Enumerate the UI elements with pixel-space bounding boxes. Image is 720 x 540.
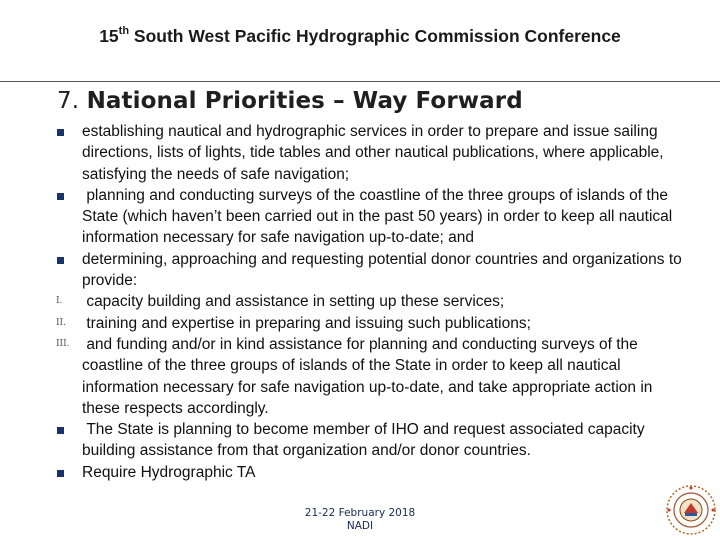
roman-numeral-marker: I. [56, 296, 63, 307]
list-item-text: capacity building and assistance in setting up these services; [82, 293, 505, 311]
slide-title-number: 7. [57, 88, 87, 114]
header-title-suffix: South West Pacific Hydrographic Commission Conference [129, 26, 621, 46]
list-item-text: planning and conducting surveys of the coastline of the three groups of islands of the State (which haven’t been carried out in the past 50 years) in order to keep all nautical information necessary for safe navigation up-to-date; and [82, 186, 677, 247]
list-item-text: The State is planning to become member of IHO and request associated capacity building assistance from that organization and/or donor countries. [82, 421, 649, 460]
list-item [0, 185, 720, 249]
slide-footer [300, 507, 420, 533]
list-item-text: Require Hydrographic TA [82, 463, 256, 481]
roman-numeral-marker: II. [56, 317, 66, 328]
header-title-prefix: 15 [99, 26, 119, 46]
slide-title-text: National Priorities – Way Forward [86, 88, 523, 114]
conference-header [0, 26, 720, 47]
bullet-square-icon [57, 470, 64, 477]
list-item-text: determining, approaching and requesting potential donor countries and organizations to provide: [82, 250, 687, 290]
header-divider [0, 81, 720, 82]
bullet-square-icon [57, 193, 64, 200]
seal-emblem-icon [665, 484, 717, 536]
bullet-square-icon [57, 427, 64, 434]
sub-list-item [0, 334, 720, 419]
footer-date: 21-22 February 2018 [304, 507, 416, 519]
sub-list-item [0, 313, 720, 334]
footer-location: NADI [346, 520, 374, 532]
list-item [0, 462, 720, 483]
list-item [0, 249, 720, 292]
list-item [0, 419, 720, 462]
roman-numeral-marker: III. [56, 338, 70, 349]
header-title-superscript: th [118, 25, 130, 37]
priorities-list [0, 121, 720, 483]
bullet-square-icon [57, 257, 64, 264]
list-item-text: and funding and/or in kind assistance for planning and conducting surveys of the coastline of the three groups of islands of the State in order to keep all nautical information necessary for safe navigation up-to-date, and take appropriate action in these respects accordingly. [82, 335, 657, 417]
list-item-text: training and expertise in preparing and issuing such publications; [82, 314, 531, 332]
list-item [0, 121, 720, 185]
sub-list-item [0, 291, 720, 312]
list-item-text: establishing nautical and hydrographic services in order to prepare and issue sailing directions, lists of lights, tide tables and other nautical publications, where applicable, satisfying the needs of safe navigation; [82, 123, 668, 183]
bullet-square-icon [57, 129, 64, 136]
slide-title [57, 88, 523, 114]
